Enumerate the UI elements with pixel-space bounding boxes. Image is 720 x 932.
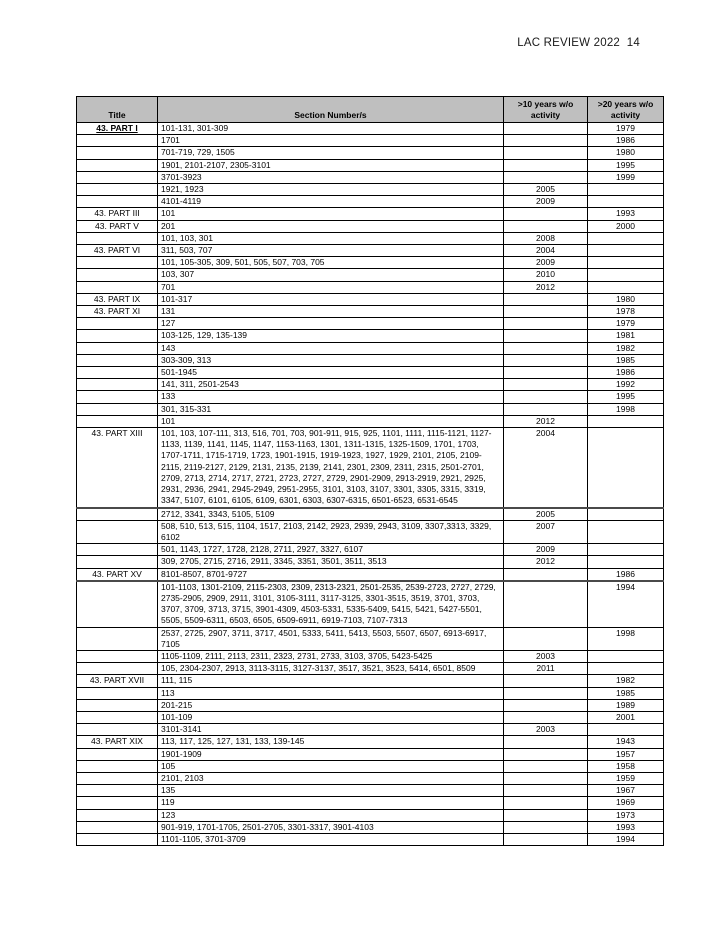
over-20-years-cell: 1978 [588, 306, 664, 318]
over-10-years-cell: 2005 [504, 508, 588, 521]
table-row [77, 650, 664, 662]
over-20-years-cell: 1959 [588, 772, 664, 784]
over-20-years-cell [588, 245, 664, 257]
title-cell [77, 687, 158, 699]
over-20-years-cell: 1980 [588, 293, 664, 305]
table-row [77, 403, 664, 415]
sections-cell: 103, 307 [158, 269, 504, 281]
sections-cell: 303-309, 313 [158, 354, 504, 366]
review-table [76, 96, 664, 846]
over-10-years-cell: 2004 [504, 245, 588, 257]
over-10-years-cell [504, 581, 588, 627]
table-row [77, 581, 664, 627]
over-20-years-cell: 1998 [588, 403, 664, 415]
title-cell [77, 821, 158, 833]
over-10-years-cell: 2011 [504, 663, 588, 675]
over-20-years-cell: 1982 [588, 675, 664, 687]
table-row [77, 257, 664, 269]
title-cell [77, 711, 158, 723]
title-cell [77, 724, 158, 736]
over-10-years-cell: 2003 [504, 650, 588, 662]
over-20-years-cell: 1986 [588, 135, 664, 147]
over-10-years-cell [504, 318, 588, 330]
table-row [77, 821, 664, 833]
title-cell: 43. PART V [77, 220, 158, 232]
sections-cell: 301, 315-331 [158, 403, 504, 415]
sections-cell: 1701 [158, 135, 504, 147]
table-row [77, 520, 664, 543]
title-cell [77, 257, 158, 269]
table-row [77, 663, 664, 675]
table-row [77, 568, 664, 581]
sections-cell: 119 [158, 797, 504, 809]
table-row [77, 245, 664, 257]
title-cell: 43. PART IX [77, 293, 158, 305]
over-10-years-cell [504, 123, 588, 135]
sections-cell: 127 [158, 318, 504, 330]
over-10-years-cell [504, 711, 588, 723]
title-cell: 43. PART VI [77, 245, 158, 257]
over-20-years-cell: 1986 [588, 367, 664, 379]
over-10-years-cell [504, 306, 588, 318]
over-20-years-cell: 2000 [588, 220, 664, 232]
sections-cell: 4101-4119 [158, 196, 504, 208]
table-row [77, 797, 664, 809]
over-10-years-cell: 2012 [504, 281, 588, 293]
over-20-years-cell: 2001 [588, 711, 664, 723]
over-20-years-cell: 1973 [588, 809, 664, 821]
table-row [77, 196, 664, 208]
over-10-years-cell [504, 699, 588, 711]
over-20-years-cell [588, 520, 664, 543]
title-cell: 43. PART XVII [77, 675, 158, 687]
title-cell [77, 663, 158, 675]
sections-cell: 3101-3141 [158, 724, 504, 736]
sections-cell: 101-1103, 1301-2109, 2115-2303, 2309, 2313-2321, 2501-2535, 2539-2723, 2727, 2729, 2735-2905, 2909, 2911, 3101, 3105-3111, 3117-3125, 3301-3515, 3519, 3701, 3703, 3707, 3709, 3713, 3715, 3901-4309, 4503-5331, 5335-5409, 5415, 5421, 5427-5501, 5505, 5509-6311, 6503, 6505, 6509-6911, 6919-7103, 7107-7313 [158, 581, 504, 627]
over-20-years-cell: 1958 [588, 760, 664, 772]
over-20-years-cell: 1957 [588, 748, 664, 760]
column-header-10-years: >10 years w/o activity [504, 97, 588, 123]
table-row [77, 159, 664, 171]
over-20-years-cell [588, 184, 664, 196]
sections-cell: 701-719, 729, 1505 [158, 147, 504, 159]
over-20-years-cell [588, 556, 664, 568]
over-10-years-cell [504, 135, 588, 147]
over-10-years-cell [504, 220, 588, 232]
table-row [77, 184, 664, 196]
over-20-years-cell: 1981 [588, 330, 664, 342]
sections-cell: 309, 2705, 2715, 2716, 2911, 3345, 3351, 3501, 3511, 3513 [158, 556, 504, 568]
over-20-years-cell [588, 257, 664, 269]
sections-cell: 113 [158, 687, 504, 699]
title-cell [77, 809, 158, 821]
title-cell [77, 147, 158, 159]
table-row [77, 556, 664, 568]
over-20-years-cell: 1994 [588, 581, 664, 627]
title-cell [77, 556, 158, 568]
table-row [77, 391, 664, 403]
sections-cell: 501, 1143, 1727, 1728, 2128, 2711, 2927, 3327, 6107 [158, 544, 504, 556]
sections-cell: 508, 510, 513, 515, 1104, 1517, 2103, 2142, 2923, 2939, 2943, 3109, 3307,3313, 3329, 6102 [158, 520, 504, 543]
title-cell: 43. PART I [77, 123, 158, 135]
over-10-years-cell [504, 772, 588, 784]
title-cell [77, 544, 158, 556]
over-20-years-cell: 1994 [588, 833, 664, 845]
title-cell [77, 699, 158, 711]
table-row [77, 428, 664, 508]
title-cell [77, 232, 158, 244]
sections-cell: 101-131, 301-309 [158, 123, 504, 135]
table-row [77, 220, 664, 232]
sections-cell: 113, 117, 125, 127, 131, 133, 139-145 [158, 736, 504, 748]
title-cell [77, 379, 158, 391]
table-row [77, 354, 664, 366]
sections-cell: 123 [158, 809, 504, 821]
sections-cell: 201-215 [158, 699, 504, 711]
over-10-years-cell [504, 171, 588, 183]
column-header-20-years: >20 years w/o activity [588, 97, 664, 123]
over-10-years-cell [504, 748, 588, 760]
sections-cell: 135 [158, 785, 504, 797]
table-row [77, 171, 664, 183]
over-20-years-cell [588, 196, 664, 208]
title-cell: 43. PART III [77, 208, 158, 220]
over-20-years-cell: 1967 [588, 785, 664, 797]
sections-cell: 1101-1105, 3701-3709 [158, 833, 504, 845]
over-10-years-cell: 2009 [504, 544, 588, 556]
sections-cell: 701 [158, 281, 504, 293]
over-20-years-cell [588, 415, 664, 427]
over-20-years-cell: 1995 [588, 159, 664, 171]
table-row [77, 748, 664, 760]
over-10-years-cell: 2005 [504, 184, 588, 196]
over-20-years-cell: 1995 [588, 391, 664, 403]
over-20-years-cell: 1980 [588, 147, 664, 159]
title-cell [77, 171, 158, 183]
sections-cell: 105 [158, 760, 504, 772]
over-10-years-cell [504, 342, 588, 354]
sections-cell: 501-1945 [158, 367, 504, 379]
table-header [77, 97, 664, 123]
page-header: LAC REVIEW 2022 14 [517, 37, 640, 49]
over-10-years-cell [504, 785, 588, 797]
over-10-years-cell: 2007 [504, 520, 588, 543]
over-20-years-cell: 1998 [588, 627, 664, 650]
sections-cell: 311, 503, 707 [158, 245, 504, 257]
sections-cell: 201 [158, 220, 504, 232]
title-cell [77, 520, 158, 543]
sections-cell: 1105-1109, 2111, 2113, 2311, 2323, 2731, 2733, 3103, 3705, 5423-5425 [158, 650, 504, 662]
over-20-years-cell: 1993 [588, 821, 664, 833]
over-10-years-cell: 2009 [504, 257, 588, 269]
title-cell [77, 342, 158, 354]
over-20-years-cell: 1999 [588, 171, 664, 183]
title-cell [77, 318, 158, 330]
over-10-years-cell [504, 367, 588, 379]
over-10-years-cell [504, 379, 588, 391]
over-10-years-cell [504, 809, 588, 821]
over-10-years-cell [504, 293, 588, 305]
table-row [77, 342, 664, 354]
sections-cell: 105, 2304-2307, 2913, 3113-3115, 3127-3137, 3517, 3521, 3523, 5414, 6501, 8509 [158, 663, 504, 675]
title-cell [77, 135, 158, 147]
table-row [77, 809, 664, 821]
sections-cell: 101, 103, 301 [158, 232, 504, 244]
table-row [77, 367, 664, 379]
over-20-years-cell [588, 544, 664, 556]
sections-cell: 101 [158, 415, 504, 427]
over-10-years-cell [504, 627, 588, 650]
sections-cell: 101 [158, 208, 504, 220]
table-row [77, 208, 664, 220]
sections-cell: 111, 115 [158, 675, 504, 687]
table-row [77, 318, 664, 330]
over-20-years-cell: 1979 [588, 123, 664, 135]
title-cell [77, 772, 158, 784]
title-cell [77, 833, 158, 845]
sections-cell: 1901-1909 [158, 748, 504, 760]
title-cell [77, 196, 158, 208]
table-row [77, 627, 664, 650]
over-20-years-cell [588, 428, 664, 508]
sections-cell: 141, 311, 2501-2543 [158, 379, 504, 391]
over-10-years-cell [504, 568, 588, 581]
table-row [77, 135, 664, 147]
sections-cell: 101, 103, 107-111, 313, 516, 701, 703, 901-911, 915, 925, 1101, 1111, 1115-1121, 1127-1133, 1139, 1141, 1145, 1147, 1153-1163, 1301, 1311-1315, 1325-1509, 1701, 1703, 1707-1711, 1715-1719, 1723, 1901-1915, 1919-1923, 1927, 1929, 2101, 2105, 2109-2115, 2119-2127, 2129, 2131, 2135, 2139, 2141, 2301, 2309, 2311, 2315, 2501-2701, 2709, 2713, 2714, 2717, 2721, 2723, 2727, 2729, 2901-2909, 2913-2919, 2921, 2925, 2931, 2936, 2941, 2945-2949, 2951-2955, 3101, 3103, 3107, 3301, 3305, 3315, 3319, 3347, 5107, 6101, 6105, 6109, 6301, 6303, 6307-6315, 6501-6523, 6531-6545 [158, 428, 504, 508]
sections-cell: 8101-8507, 8701-9727 [158, 568, 504, 581]
table-row [77, 123, 664, 135]
over-10-years-cell [504, 354, 588, 366]
title-cell: 43. PART XIX [77, 736, 158, 748]
sections-cell: 2712, 3341, 3343, 5105, 5109 [158, 508, 504, 521]
over-10-years-cell: 2008 [504, 232, 588, 244]
over-20-years-cell: 1943 [588, 736, 664, 748]
sections-cell: 143 [158, 342, 504, 354]
title-cell [77, 748, 158, 760]
title-cell [77, 760, 158, 772]
over-10-years-cell: 2004 [504, 428, 588, 508]
table-row [77, 330, 664, 342]
over-20-years-cell: 1989 [588, 699, 664, 711]
title-cell [77, 508, 158, 521]
table-row [77, 379, 664, 391]
over-10-years-cell [504, 821, 588, 833]
over-10-years-cell [504, 675, 588, 687]
title-cell [77, 281, 158, 293]
sections-cell: 101-109 [158, 711, 504, 723]
over-10-years-cell: 2003 [504, 724, 588, 736]
title-cell [77, 184, 158, 196]
table-row [77, 269, 664, 281]
over-20-years-cell: 1982 [588, 342, 664, 354]
title-cell: 43. PART XV [77, 568, 158, 581]
title-cell [77, 354, 158, 366]
over-10-years-cell [504, 833, 588, 845]
sections-cell: 901-919, 1701-1705, 2501-2705, 3301-3317, 3901-4103 [158, 821, 504, 833]
title-cell [77, 785, 158, 797]
title-cell [77, 367, 158, 379]
over-20-years-cell: 1985 [588, 354, 664, 366]
over-20-years-cell [588, 508, 664, 521]
over-20-years-cell [588, 281, 664, 293]
title-cell [77, 627, 158, 650]
over-10-years-cell [504, 736, 588, 748]
sections-cell: 1921, 1923 [158, 184, 504, 196]
over-10-years-cell [504, 403, 588, 415]
over-10-years-cell [504, 391, 588, 403]
title-cell [77, 269, 158, 281]
over-20-years-cell [588, 269, 664, 281]
table-row [77, 785, 664, 797]
table-body [77, 123, 664, 846]
over-20-years-cell [588, 724, 664, 736]
sections-cell: 133 [158, 391, 504, 403]
title-cell: 43. PART XI [77, 306, 158, 318]
title-cell [77, 797, 158, 809]
table-row [77, 833, 664, 845]
title-cell [77, 159, 158, 171]
column-header-sections: Section Number/s [158, 97, 504, 123]
over-20-years-cell: 1979 [588, 318, 664, 330]
over-20-years-cell: 1992 [588, 379, 664, 391]
sections-cell: 2537, 2725, 2907, 3711, 3717, 4501, 5333, 5411, 5413, 5503, 5507, 6507, 6913-6917, 7105 [158, 627, 504, 650]
sections-cell: 101-317 [158, 293, 504, 305]
title-cell [77, 403, 158, 415]
sections-cell: 2101, 2103 [158, 772, 504, 784]
table-row [77, 232, 664, 244]
over-10-years-cell [504, 159, 588, 171]
table-row [77, 711, 664, 723]
over-20-years-cell: 1993 [588, 208, 664, 220]
title-cell [77, 391, 158, 403]
table-row [77, 736, 664, 748]
title-cell [77, 650, 158, 662]
table-row [77, 760, 664, 772]
title-cell: 43. PART XIII [77, 428, 158, 508]
table-row [77, 675, 664, 687]
sections-cell: 131 [158, 306, 504, 318]
table-row [77, 724, 664, 736]
over-10-years-cell [504, 760, 588, 772]
table-row [77, 544, 664, 556]
over-10-years-cell: 2012 [504, 556, 588, 568]
over-10-years-cell: 2010 [504, 269, 588, 281]
table-row [77, 772, 664, 784]
table-row [77, 281, 664, 293]
table-row [77, 508, 664, 521]
over-20-years-cell [588, 650, 664, 662]
header-row [77, 97, 664, 123]
sections-cell: 3701-3923 [158, 171, 504, 183]
title-cell [77, 415, 158, 427]
over-10-years-cell [504, 330, 588, 342]
over-10-years-cell [504, 797, 588, 809]
table-row [77, 415, 664, 427]
over-20-years-cell: 1986 [588, 568, 664, 581]
over-20-years-cell: 1969 [588, 797, 664, 809]
table-row [77, 687, 664, 699]
title-cell [77, 581, 158, 627]
sections-cell: 101, 105-305, 309, 501, 505, 507, 703, 705 [158, 257, 504, 269]
over-20-years-cell [588, 663, 664, 675]
over-20-years-cell: 1985 [588, 687, 664, 699]
over-10-years-cell: 2012 [504, 415, 588, 427]
over-10-years-cell [504, 687, 588, 699]
over-10-years-cell: 2009 [504, 196, 588, 208]
over-10-years-cell [504, 147, 588, 159]
over-10-years-cell [504, 208, 588, 220]
table-row [77, 699, 664, 711]
sections-cell: 103-125, 129, 135-139 [158, 330, 504, 342]
table-row [77, 306, 664, 318]
sections-cell: 1901, 2101-2107, 2305-3101 [158, 159, 504, 171]
title-cell [77, 330, 158, 342]
table-row [77, 293, 664, 305]
table-row [77, 147, 664, 159]
over-20-years-cell [588, 232, 664, 244]
column-header-title: Title [77, 97, 158, 123]
